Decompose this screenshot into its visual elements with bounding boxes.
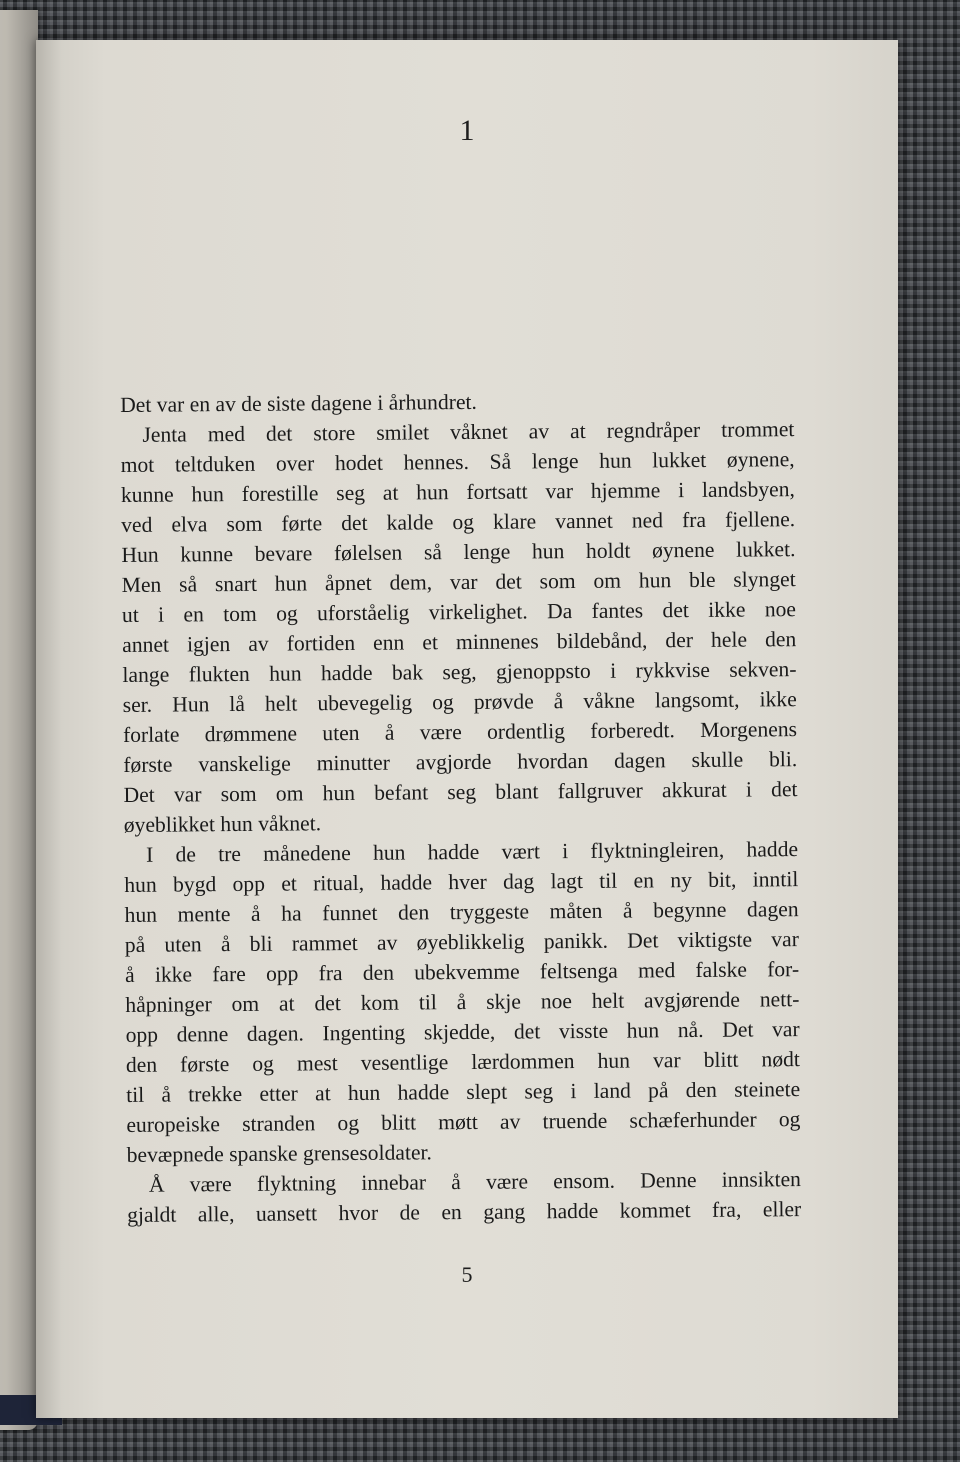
text-line: Hun kunne bevare følelsen så lenge hun holdt øynene lukket. — [121, 537, 796, 567]
text-line: annet igjen av fortiden enn et minnenes bildebånd, der hele den — [122, 627, 797, 657]
text-line: bevæpnede spanske grensesoldater. — [126, 1140, 433, 1167]
text-line: å ikke fare opp fra den ubekvemme feltsenga med falske for- — [125, 957, 800, 987]
chapter-number: 1 — [459, 114, 475, 147]
text-line: lange flukten hun hadde bak seg, gjenoppsto i rykkvise sekven- — [122, 657, 797, 687]
text-line: Å være flyktning innebar å være ensom. Denne innsikten — [148, 1167, 802, 1197]
body-text — [120, 384, 801, 1230]
text-line: øyeblikket hun våknet. — [123, 811, 322, 837]
text-line: Det var som om hun befant seg blant fallgruver akkurat i det — [123, 777, 798, 807]
text-line: hun mente å ha funnet den tryggeste måten å begynne dagen — [124, 897, 799, 927]
text-line: ved elva som førte det kalde og klare vannet ned fra fjellene. — [121, 507, 796, 537]
text-line: kunne hun forestille seg at hun fortsatt var hjemme i landsbyen, — [120, 477, 795, 507]
text-line: mot teltduken over hodet hennes. Så lenge hun lukket øynene, — [120, 447, 795, 477]
text-line: første vanskelige minutter avgjorde hvordan dagen skulle bli. — [123, 747, 798, 777]
text-line: ser. Hun lå helt ubevegelig og prøvde å våkne langsomt, ikke — [122, 687, 797, 717]
book-page — [36, 40, 898, 1418]
text-line: I de tre månedene hun hadde vært i flyktningleiren, hadde — [145, 837, 799, 867]
text-line: til å trekke etter at hun hadde slept seg i land på den steinete — [126, 1077, 801, 1107]
page-number: 5 — [461, 1262, 473, 1287]
text-line: håpninger om at det kom til å skje noe helt avgjørende nett- — [125, 987, 800, 1017]
text-line: europeiske stranden og blitt møtt av truende schæferhunder og — [126, 1107, 801, 1137]
text-line: Det var en av de siste dagene i århundret. — [120, 389, 477, 417]
text-line: den første og mest vesentlige lærdommen hun var blitt nødt — [125, 1047, 800, 1077]
text-line: ut i en tom og uforståelig virkelighet. Da fantes det ikke noe — [121, 597, 797, 627]
text-line: Men så snart hun åpnet dem, var det som om hun ble slynget — [121, 567, 796, 597]
previous-page-edge — [0, 10, 38, 1430]
text-line: gjaldt alle, uansett hvor de en gang hadde kommet fra, eller — [127, 1197, 802, 1227]
text-line: på uten å bli rammet av øyeblikkelig panikk. Det viktigste var — [124, 927, 799, 957]
text-line: forlate drømmene uten å være ordentlig forberedt. Morgenens — [122, 717, 798, 747]
text-line: Jenta med det store smilet våknet av at regndråper trommet — [142, 417, 795, 447]
text-line: hun bygd opp et ritual, hadde hver dag lagt til en ny bit, inntil — [124, 867, 799, 897]
text-line: opp denne dagen. Ingenting skjedde, det visste hun nå. Det var — [125, 1017, 800, 1047]
